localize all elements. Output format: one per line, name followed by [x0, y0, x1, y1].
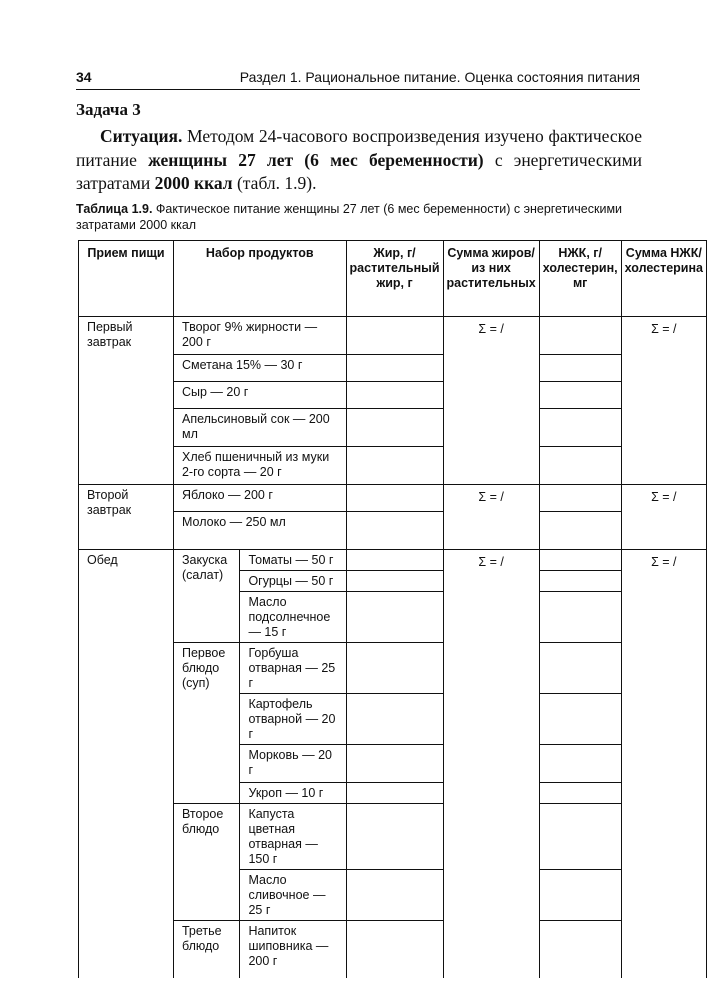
fat-cell [346, 870, 443, 921]
pufa-cell [539, 571, 621, 592]
fat-sum-cell: Σ = / [443, 550, 539, 978]
course-cell: Первое блюдо (суп) [173, 643, 239, 804]
table-row [79, 355, 707, 382]
table-row [79, 512, 707, 550]
pufa-cell [539, 409, 621, 447]
product-cell: Томаты — 50 г [240, 550, 346, 571]
fat-sum-cell: Σ = / [443, 317, 539, 485]
fat-cell [346, 643, 443, 694]
table-row [79, 804, 707, 870]
course-cell: Второе блюдо [173, 804, 239, 921]
header-meal: Прием пищи [79, 241, 174, 317]
pufa-cell [539, 592, 621, 643]
product-cell: Картофель отварной — 20 г [240, 694, 346, 745]
meal-cell: Обед [79, 550, 174, 978]
table-row [79, 485, 707, 512]
pufa-sum-cell: Σ = / [621, 550, 706, 978]
fat-cell [346, 382, 443, 409]
table-row [79, 447, 707, 485]
table-row [79, 382, 707, 409]
caption-text: Фактическое питание женщины 27 лет (6 мес беременности) с энергетическими затратами 2000 ккал [76, 202, 623, 232]
fat-cell [346, 409, 443, 447]
product-cell: Капуста цветная отварная — 150 г [240, 804, 346, 870]
task-heading: Задача 3 [76, 100, 141, 119]
product-cell: Сыр — 20 г [173, 382, 346, 409]
fat-cell [346, 550, 443, 571]
pufa-cell [539, 643, 621, 694]
pufa-sum-cell: Σ = / [621, 485, 706, 550]
pufa-sum-cell: Σ = / [621, 317, 706, 485]
product-cell: Молоко — 250 мл [173, 512, 346, 550]
pufa-cell [539, 550, 621, 571]
header-fat: Жир, г/растительный жир, г [346, 241, 443, 317]
table-row [79, 921, 707, 978]
fat-cell [346, 317, 443, 355]
pufa-cell [539, 382, 621, 409]
fat-cell [346, 571, 443, 592]
table-row [79, 409, 707, 447]
fat-cell [346, 592, 443, 643]
product-cell: Укроп — 10 г [240, 783, 346, 804]
fat-sum-cell: Σ = / [443, 485, 539, 550]
header-fat-sum: Сумма жиров/из них растительных [443, 241, 539, 317]
fat-cell [346, 804, 443, 870]
header-pufa-sum: Сумма НЖК/холестерина [621, 241, 706, 317]
situation-label: Ситуация. [100, 126, 183, 146]
pufa-cell [539, 512, 621, 550]
fat-cell [346, 745, 443, 783]
product-cell: Яблоко — 200 г [173, 485, 346, 512]
product-cell: Горбуша отварная — 25 г [240, 643, 346, 694]
page-number: 34 [76, 69, 92, 85]
pufa-cell [539, 355, 621, 382]
fat-cell [346, 921, 443, 978]
situation-text-1: Методом 24-часового воспроизведения изучено фактическое питание [76, 126, 642, 170]
pufa-cell [539, 485, 621, 512]
caption-label: Таблица 1.9. [76, 202, 153, 216]
table-row [79, 550, 707, 571]
fat-cell [346, 512, 443, 550]
fat-cell [346, 355, 443, 382]
pufa-cell [539, 921, 621, 978]
fat-cell [346, 783, 443, 804]
header-pufa: НЖК, г/холестерин, мг [539, 241, 621, 317]
table-header-row [79, 241, 707, 317]
pufa-cell [539, 783, 621, 804]
section-title: Раздел 1. Рациональное питание. Оценка состояния питания [239, 69, 640, 85]
course-cell: Третье блюдо [173, 921, 239, 978]
fat-cell [346, 694, 443, 745]
pufa-cell [539, 447, 621, 485]
nutrition-table [78, 240, 707, 978]
meal-cell: Первый завтрак [79, 317, 174, 485]
situation-text-2: с энергетическими затратами [76, 149, 643, 193]
pufa-cell [539, 317, 621, 355]
subject-text: женщины 27 лет (6 мес беременности) [148, 149, 484, 170]
product-cell: Творог 9% жирности — 200 г [173, 317, 346, 355]
pufa-cell [539, 804, 621, 870]
fat-cell [346, 485, 443, 512]
header-products: Набор продуктов [173, 241, 346, 317]
product-cell: Масло сливочное — 25 г [240, 870, 346, 921]
product-cell: Огурцы — 50 г [240, 571, 346, 592]
fat-cell [346, 447, 443, 485]
product-cell: Апельсиновый сок — 200 мл [173, 409, 346, 447]
product-cell: Сметана 15% — 30 г [173, 355, 346, 382]
energy-text: 2000 ккал [154, 173, 233, 193]
running-head [76, 66, 640, 90]
table-row [79, 317, 707, 355]
situation-text-3: (табл. 1.9). [232, 173, 317, 193]
product-cell: Напиток шиповника — 200 г [240, 921, 346, 978]
table-caption [76, 201, 642, 233]
pufa-cell [539, 870, 621, 921]
table-row [79, 643, 707, 694]
product-cell: Морковь — 20 г [240, 745, 346, 783]
product-cell: Масло подсолнечное — 15 г [240, 592, 346, 643]
product-cell: Хлеб пшеничный из муки 2-го сорта — 20 г [173, 447, 346, 485]
pufa-cell [539, 694, 621, 745]
course-cell: Закуска (салат) [173, 550, 239, 643]
pufa-cell [539, 745, 621, 783]
meal-cell: Второй завтрак [79, 485, 174, 550]
situation-paragraph [76, 125, 642, 196]
